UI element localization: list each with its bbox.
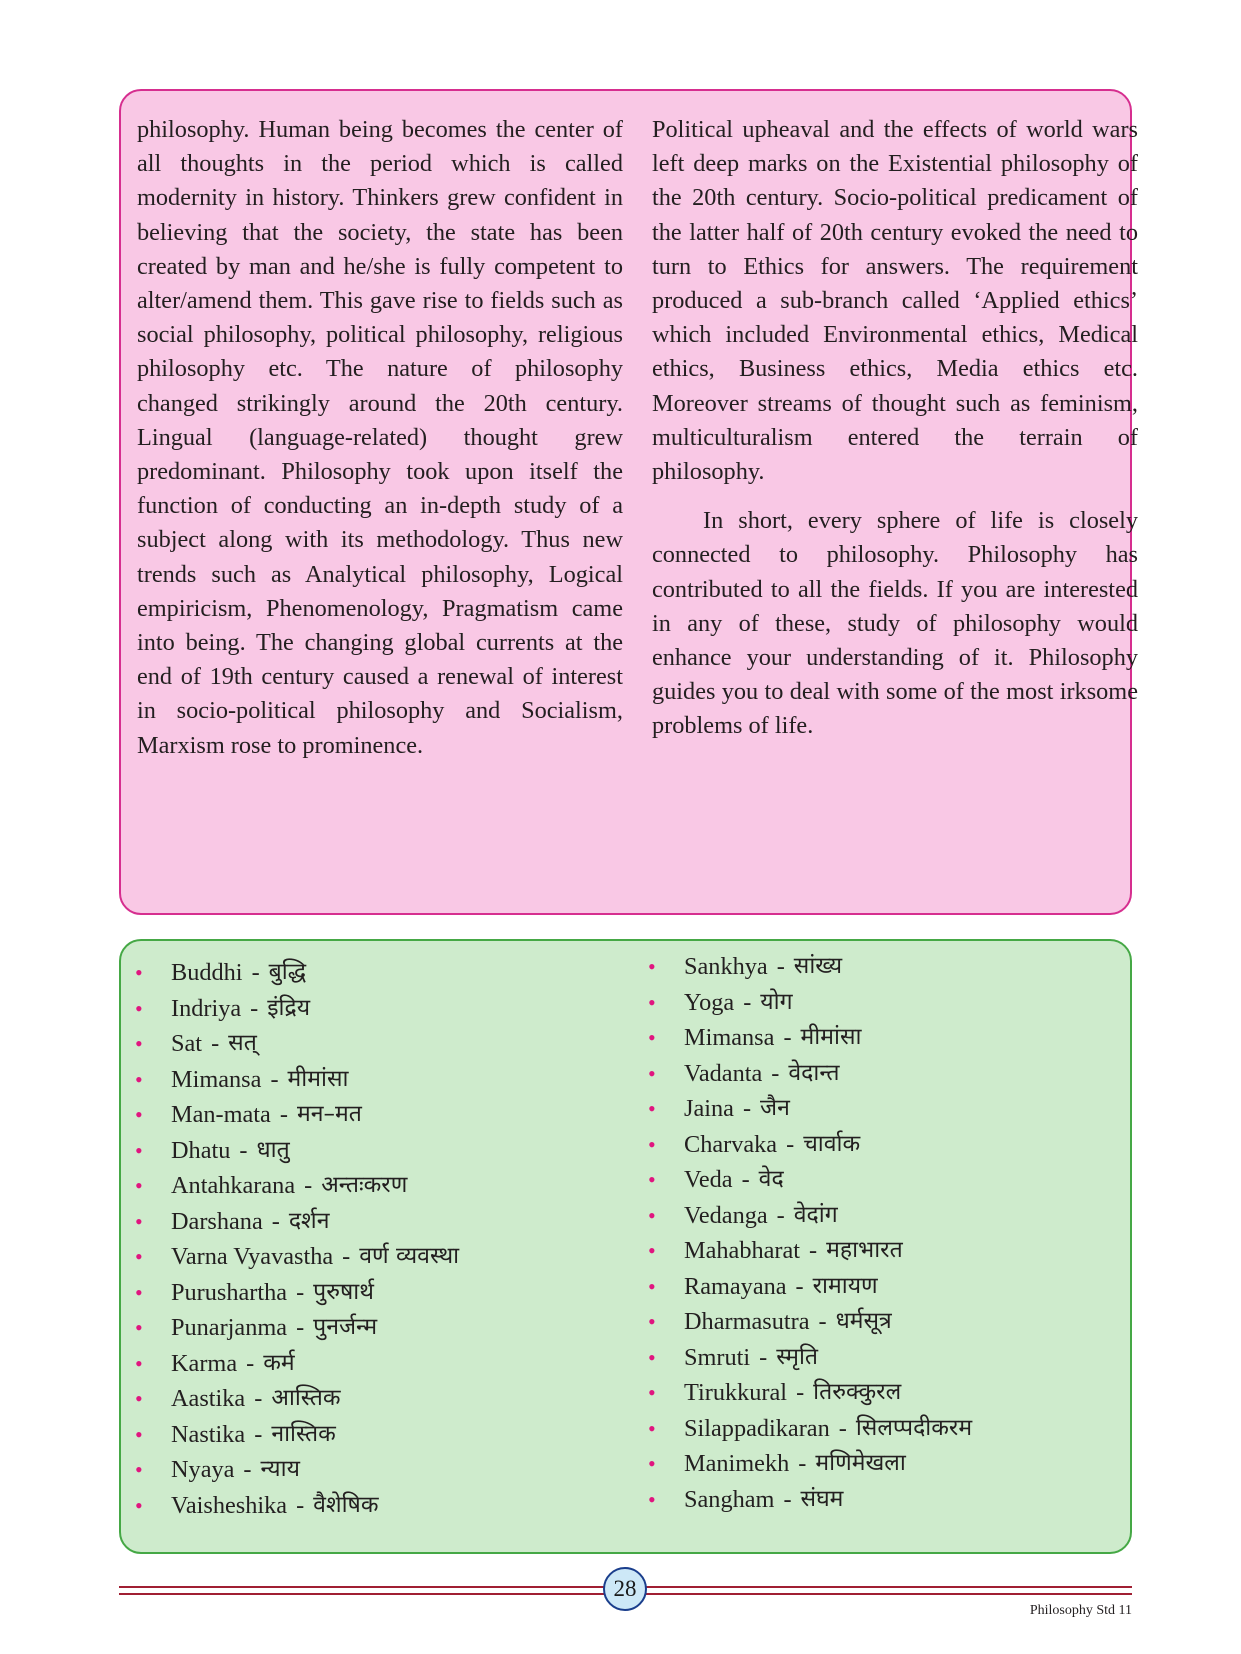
paragraph-modernity: philosophy. Human being becomes the center of all thoughts in the period which is called modernity in history. Thinkers grew confident in believing that the society, the state has been created by man and he/she is fully competent to alter/amend them. This gave rise to fields such as social philosophy, political philosophy, religious philosophy etc. The nature of philosophy changed strikingly around the 20th century. Lingual (language-related) thought grew predominant. Philosophy took upon itself the function of conducting an in-depth study of a subject along with its methodology. Thus new trends such as Analytical philosophy, Logical empiricism, Phenomenology, Pragmatism came into being. The changing global currents at the end of 19th century caused a renewal of interest in socio-political philosophy and Socialism, Marxism rose to prominence. — [137, 116, 623, 759]
bullet-icon: • — [135, 1279, 143, 1305]
glossary-item — [646, 1304, 972, 1340]
glossary-term: Sat — [171, 1030, 203, 1057]
glossary-dash: - — [254, 1420, 263, 1448]
glossary-item — [646, 1482, 972, 1518]
glossary-item — [133, 1452, 459, 1488]
bullet-icon: • — [135, 1031, 143, 1056]
bullet-icon: • — [648, 1344, 656, 1370]
glossary-dash: - — [270, 1065, 279, 1093]
bullet-icon: • — [135, 1173, 143, 1198]
glossary-item — [646, 1411, 972, 1447]
text-column-left — [137, 113, 623, 763]
glossary-item — [133, 1026, 459, 1062]
glossary-item — [646, 1375, 972, 1411]
glossary-term: Jaina — [684, 1095, 734, 1122]
glossary-item — [133, 991, 459, 1027]
bullet-icon: • — [648, 954, 656, 979]
glossary-dash: - — [786, 1130, 795, 1158]
bullet-icon: • — [135, 1350, 143, 1376]
bullet-icon: • — [648, 1380, 656, 1405]
glossary-devanagari: वेद — [758, 1166, 784, 1192]
glossary-dash: - — [296, 1491, 305, 1519]
glossary-devanagari: वेदान्त — [788, 1059, 840, 1086]
glossary-devanagari: पुनर्जन्म — [313, 1314, 378, 1340]
bullet-icon: • — [648, 1238, 656, 1263]
glossary-item — [133, 1275, 459, 1311]
glossary-dash: - — [251, 959, 260, 986]
bullet-icon: • — [648, 1273, 656, 1299]
bullet-icon: • — [648, 1309, 656, 1334]
glossary-term: Punarjanma — [171, 1314, 288, 1341]
glossary-list-left — [133, 955, 459, 1523]
bullet-icon: • — [648, 1131, 656, 1157]
bullet-icon: • — [135, 1066, 143, 1092]
glossary-term: Mimansa — [684, 1024, 775, 1051]
glossary-term: Sankhya — [684, 953, 768, 980]
book-title: Philosophy Std 11 — [1029, 1603, 1132, 1618]
glossary-term: Mimansa — [171, 1065, 262, 1093]
glossary-dash: - — [838, 1414, 847, 1442]
bullet-icon: • — [135, 1421, 143, 1447]
glossary-devanagari: सत् — [228, 1030, 257, 1056]
glossary-devanagari: न्याय — [260, 1456, 300, 1482]
bullet-icon: • — [135, 995, 143, 1021]
glossary-item — [646, 1198, 972, 1234]
glossary-item — [646, 1091, 972, 1127]
glossary-devanagari: संघम — [800, 1485, 844, 1512]
glossary-item — [133, 1417, 459, 1453]
glossary-dash: - — [279, 1101, 288, 1128]
glossary-item — [646, 1127, 972, 1163]
glossary-devanagari: दर्शन — [288, 1207, 330, 1234]
glossary-item — [133, 1488, 459, 1524]
glossary-devanagari: चार्वाक — [803, 1130, 861, 1157]
glossary-term: Purushartha — [171, 1278, 288, 1306]
glossary-dash: - — [342, 1243, 351, 1270]
glossary-dash: - — [783, 1024, 792, 1051]
glossary-term: Dhatu — [171, 1136, 231, 1164]
paragraph-applied-ethics: Political upheaval and the effects of world wars left deep marks on the Existential philosophy of the 20th century. Socio-political predicament of the latter half of 20th century evoked the need to turn to Ethics for answers. The requirement produced a sub-branch called ‘Applied ethics’ which included Environmental ethics, Medical ethics, Business ethics, Media ethics etc. Moreover streams of thought such as feminism, multiculturalism entered the terrain of philosophy. — [652, 116, 1138, 486]
glossary-item — [133, 1097, 459, 1133]
glossary-term: Sangham — [684, 1485, 775, 1513]
glossary-term: Antahkarana — [171, 1172, 296, 1199]
glossary-dash: - — [296, 1314, 305, 1341]
glossary-dash: - — [211, 1030, 220, 1057]
glossary-term: Veda — [684, 1166, 733, 1193]
glossary-dash: - — [809, 1237, 818, 1264]
glossary-devanagari: स्मृति — [776, 1343, 819, 1370]
glossary-dash: - — [246, 1349, 255, 1377]
glossary-list-right — [646, 949, 972, 1517]
glossary-item — [133, 1346, 459, 1382]
glossary-dash: - — [818, 1308, 827, 1335]
glossary-dash: - — [743, 988, 752, 1016]
glossary-term: Ramayana — [684, 1272, 787, 1300]
glossary-item — [133, 1381, 459, 1417]
glossary-dash: - — [795, 1272, 804, 1300]
glossary-devanagari: महाभारत — [826, 1237, 903, 1263]
glossary-item — [646, 1020, 972, 1056]
glossary-devanagari: इंद्रिय — [267, 994, 311, 1021]
bullet-icon: • — [135, 1492, 143, 1518]
glossary-item — [133, 955, 459, 991]
glossary-devanagari: तिरुक्कुरल — [813, 1379, 902, 1405]
glossary-item — [646, 1269, 972, 1305]
glossary-term: Karma — [171, 1349, 238, 1377]
paragraph-in-short: In short, every sphere of life is closely connected to philosophy. Philosophy has contributed to all the fields. If you are interested in any of these, study of philosophy would enhance your understanding of it. Philosophy guides you to deal with some of the most irksome problems of life. — [652, 507, 1138, 740]
glossary-devanagari: कर्म — [263, 1349, 295, 1376]
glossary-item — [133, 1133, 459, 1169]
glossary-term: Darshana — [171, 1207, 263, 1235]
glossary-dash: - — [250, 994, 259, 1022]
bullet-icon: • — [648, 1025, 656, 1050]
glossary-term: Nyaya — [171, 1456, 235, 1483]
glossary-devanagari: वैशेषिक — [313, 1491, 379, 1518]
glossary-term: Mahabharat — [684, 1237, 801, 1264]
glossary-item — [133, 1204, 459, 1240]
glossary-item — [133, 1239, 459, 1275]
glossary-devanagari: सिलप्पदीकरम — [855, 1414, 973, 1441]
glossary-term: Aastika — [171, 1385, 246, 1412]
glossary-devanagari: पुरुषार्थ — [313, 1278, 374, 1305]
glossary-devanagari: जैन — [760, 1095, 790, 1121]
glossary-item — [646, 1446, 972, 1482]
bullet-icon: • — [648, 1451, 656, 1476]
page-number: 28 — [603, 1567, 647, 1611]
bullet-icon: • — [135, 1208, 143, 1234]
glossary-box — [119, 939, 1132, 1554]
bullet-icon: • — [648, 1060, 656, 1086]
glossary-term: Nastika — [171, 1420, 246, 1448]
glossary-term: Vedanga — [684, 1201, 768, 1229]
glossary-term: Varna Vyavastha — [171, 1243, 334, 1270]
glossary-item — [133, 1062, 459, 1098]
bullet-icon: • — [648, 1202, 656, 1228]
glossary-term: Indriya — [171, 994, 242, 1022]
glossary-item — [133, 1310, 459, 1346]
glossary-term: Buddhi — [171, 959, 243, 986]
glossary-item — [646, 1233, 972, 1269]
glossary-dash: - — [304, 1172, 313, 1199]
glossary-dash: - — [741, 1166, 750, 1193]
bullet-icon: • — [135, 1137, 143, 1163]
glossary-devanagari: रामायण — [812, 1272, 878, 1299]
glossary-dash: - — [759, 1343, 768, 1371]
glossary-term: Tirukkural — [684, 1379, 788, 1406]
glossary-dash: - — [796, 1379, 805, 1406]
glossary-term: Manimekh — [684, 1450, 790, 1477]
glossary-dash: - — [798, 1450, 807, 1477]
glossary-item — [646, 1162, 972, 1198]
glossary-devanagari: धातु — [256, 1136, 290, 1163]
philosophy-text-box — [119, 89, 1138, 915]
glossary-devanagari: सांख्य — [793, 953, 843, 979]
glossary-dash: - — [742, 1095, 752, 1122]
bullet-icon: • — [135, 1457, 143, 1482]
glossary-item — [133, 1168, 459, 1204]
glossary-devanagari: अन्तःकरण — [321, 1172, 408, 1198]
glossary-devanagari: मीमांसा — [287, 1065, 349, 1092]
glossary-dash: - — [239, 1136, 248, 1164]
bullet-icon: • — [135, 1386, 143, 1411]
glossary-dash: - — [783, 1485, 792, 1513]
glossary-term: Smruti — [684, 1343, 751, 1371]
glossary-term: Yoga — [684, 988, 735, 1016]
glossary-dash: - — [243, 1456, 252, 1483]
bullet-icon: • — [135, 960, 143, 985]
bullet-icon: • — [135, 1244, 143, 1269]
glossary-devanagari: धर्मसूत्र — [835, 1308, 892, 1334]
bullet-icon: • — [648, 1415, 656, 1441]
glossary-item — [646, 985, 972, 1021]
glossary-dash: - — [776, 1201, 785, 1229]
bullet-icon: • — [135, 1315, 143, 1340]
glossary-devanagari: मीमांसा — [800, 1024, 862, 1050]
bullet-icon: • — [648, 1096, 656, 1121]
glossary-dash: - — [254, 1385, 263, 1412]
text-column-right — [652, 113, 1138, 744]
bullet-icon: • — [648, 989, 656, 1015]
glossary-devanagari: वर्ण व्यवस्था — [359, 1243, 460, 1269]
glossary-devanagari: मणिमेखला — [815, 1450, 906, 1476]
glossary-dash: - — [296, 1278, 305, 1306]
bullet-icon: • — [135, 1102, 143, 1127]
glossary-item — [646, 1340, 972, 1376]
glossary-item — [646, 949, 972, 985]
glossary-term: Silappadikaran — [684, 1414, 830, 1442]
glossary-term: Charvaka — [684, 1130, 778, 1158]
glossary-devanagari: योग — [760, 988, 793, 1015]
glossary-devanagari: मन–मत — [296, 1101, 362, 1127]
glossary-devanagari: नास्तिक — [271, 1420, 336, 1447]
glossary-term: Vadanta — [684, 1059, 763, 1087]
glossary-devanagari: बुद्धि — [268, 959, 307, 985]
glossary-dash: - — [771, 1059, 780, 1087]
glossary-term: Dharmasutra — [684, 1308, 810, 1335]
glossary-term: Man-mata — [171, 1101, 271, 1128]
glossary-dash: - — [271, 1207, 280, 1235]
glossary-term: Vaisheshika — [171, 1491, 288, 1519]
glossary-devanagari: आस्तिक — [271, 1385, 341, 1411]
glossary-devanagari: वेदांग — [793, 1201, 838, 1228]
glossary-item — [646, 1056, 972, 1092]
glossary-dash: - — [776, 953, 785, 980]
bullet-icon: • — [648, 1167, 656, 1192]
bullet-icon: • — [648, 1486, 656, 1512]
